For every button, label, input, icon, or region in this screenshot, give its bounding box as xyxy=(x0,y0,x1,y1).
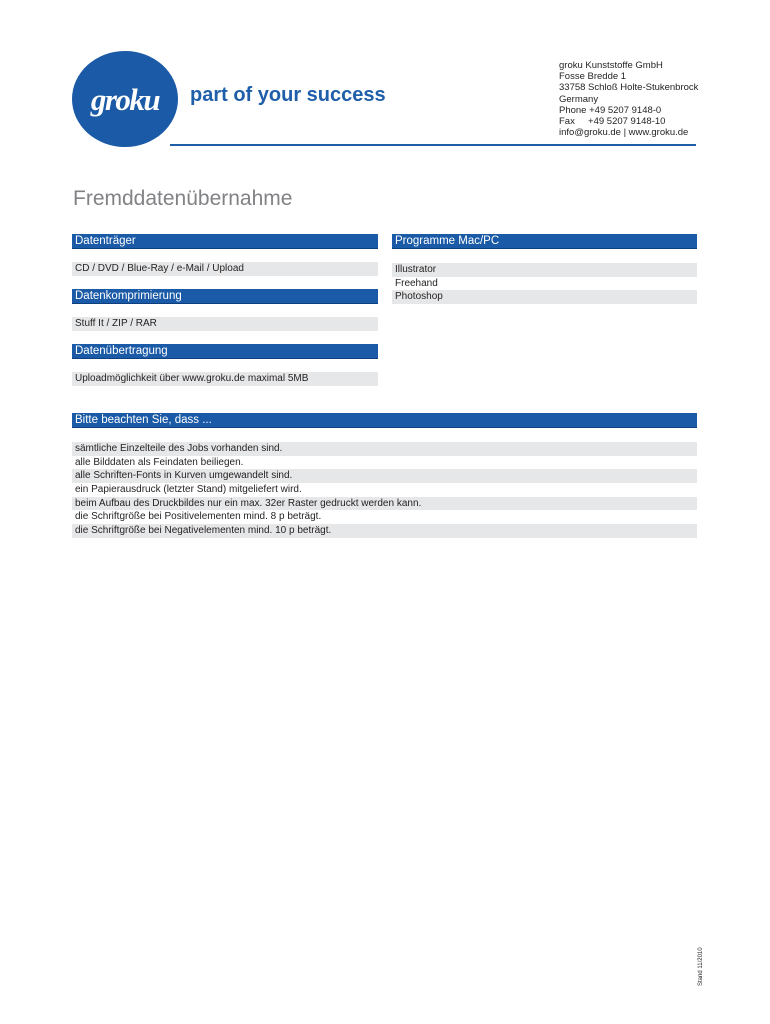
address-line: groku Kunststoffe GmbH xyxy=(559,60,663,71)
svg-text:groku: groku xyxy=(90,82,160,117)
revision-stamp: Stand 11/2010 xyxy=(698,947,704,986)
list-item: ein Papierausdruck (letzter Stand) mitgeliefert wird. xyxy=(72,483,697,497)
list-item: alle Bilddaten als Feindaten beiliegen. xyxy=(72,456,697,470)
list-item: alle Schriften-Fonts in Kurven umgewandelt sind. xyxy=(72,469,697,483)
section-header-komprimierung: Datenkomprimierung xyxy=(72,289,378,304)
list-item: die Schriftgröße bei Negativelementen mind. 10 p beträgt. xyxy=(72,524,697,538)
groku-logo xyxy=(71,50,179,148)
address-line: Fosse Bredde 1 xyxy=(559,71,627,83)
list-item: beim Aufbau des Druckbildes nur ein max. 32er Raster gedruckt werden kann. xyxy=(72,497,697,511)
list-item: Stuff It / ZIP / RAR xyxy=(72,317,378,331)
list-item: sämtliche Einzelteile des Jobs vorhanden sind. xyxy=(72,442,697,456)
page-title: Fremddatenübernahme xyxy=(73,187,293,210)
phone-line: Phone +49 5207 9148-0 xyxy=(559,104,662,116)
section-header-programme: Programme Mac/PC xyxy=(392,234,697,249)
contact-line[interactable]: info@groku.de | www.groku.de xyxy=(559,127,689,139)
header-divider xyxy=(170,144,696,146)
company-address xyxy=(559,60,698,138)
list-item: Illustrator xyxy=(392,263,697,277)
fax-line: Fax +49 5207 9148-10 xyxy=(559,116,666,128)
section-header-hinweise: Bitte beachten Sie, dass ... xyxy=(72,413,697,428)
list-item: Uploadmöglichkeit über www.groku.de maximal 5MB xyxy=(72,372,378,386)
section-header-datentraeger: Datenträger xyxy=(72,234,378,249)
list-item: Freehand xyxy=(392,277,697,291)
address-line: Germany xyxy=(559,93,599,105)
address-line: 33758 Schloß Holte-Stukenbrock xyxy=(559,82,699,94)
list-item: die Schriftgröße bei Positivelementen mind. 8 p beträgt. xyxy=(72,510,697,524)
tagline: part of your success xyxy=(190,84,386,106)
list-item: CD / DVD / Blue-Ray / e-Mail / Upload xyxy=(72,262,378,276)
section-header-uebertragung: Datenübertragung xyxy=(72,344,378,359)
list-item: Photoshop xyxy=(392,290,697,304)
